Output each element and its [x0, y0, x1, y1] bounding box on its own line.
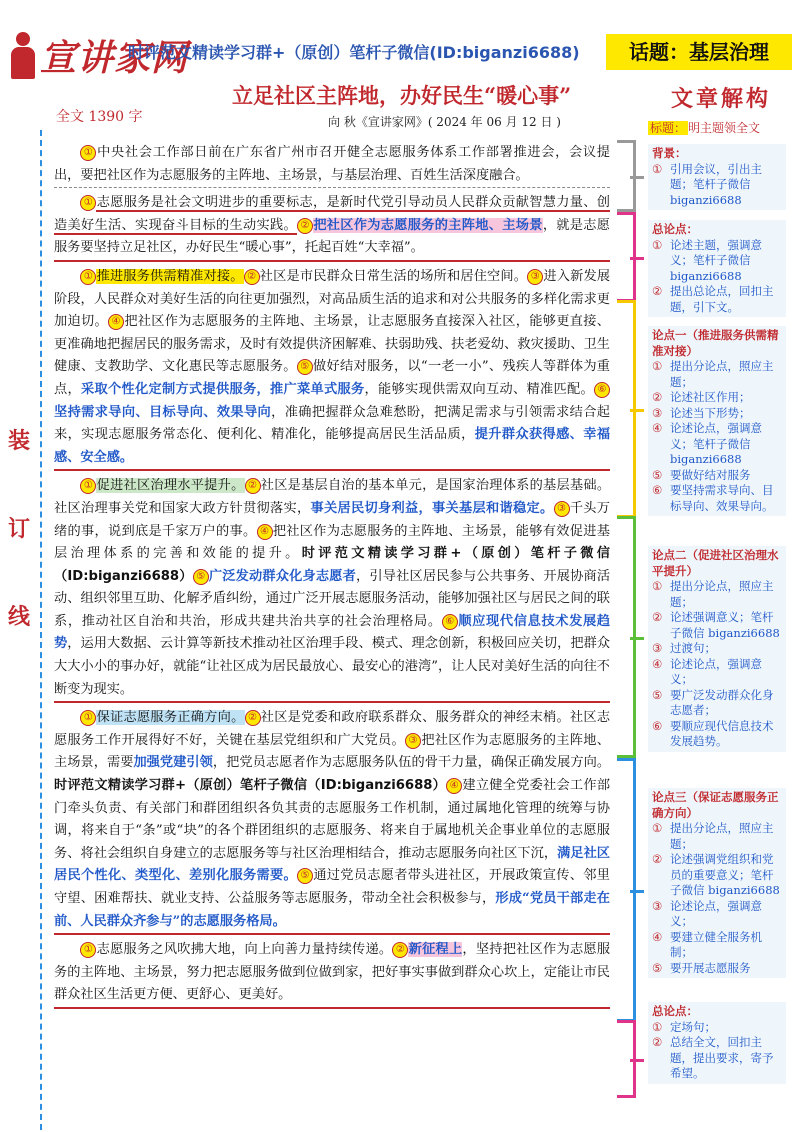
binding-char: 订: [8, 516, 31, 542]
key-phrase: 采取个性化定制方式提供服务，推广菜单式服务: [81, 381, 365, 397]
binding-char: 线: [8, 604, 31, 630]
outline-conclusion: 总论点： ① 定场句； ② 总结全文，回扣主题，提出要求，寄予希望。: [648, 1002, 786, 1084]
logo-text: 宣讲家网: [40, 37, 189, 79]
marker: ③: [554, 501, 570, 517]
text: ，引导社区居民参与公共事务、开展协商活动、组织邻里互助、化解矛盾纠纷，通过广泛开展志愿服务活动，能够加强社区与居民之间的联系，推动社区自治和共治，形成共建共治共享的社会治理格局。: [54, 568, 611, 629]
text: 千头万绪的事，说到底是千家万户的事。: [54, 500, 610, 539]
bracket-background: [617, 140, 636, 212]
text: 社区是基层自治的基本单元，是国家治理体系的基层基础。社区治理事关党和国家大政方针贯彻落实，: [54, 478, 611, 516]
paragraph-point-three: [54, 707, 610, 935]
text: ，就是志愿服务要坚持立足社区，办好民生“暖心事”，托起百姓“大幸福”。: [54, 217, 610, 256]
text: 做好结对服务，以“一老一小”、残疾人等群体为重点，: [54, 359, 610, 397]
binding-label: [8, 430, 32, 694]
marker: ⑥: [594, 382, 610, 398]
text: 社区是市民群众日常生活的场所和居住空间。: [259, 268, 528, 284]
marker: ②: [245, 710, 261, 726]
bracket-point-two: [617, 516, 636, 758]
bracket-thesis: [617, 212, 636, 302]
key-phrase: 顺应现代信息技术发展趋势: [54, 613, 611, 652]
key-phrase: 提升群众获得感、幸福感、安全感。: [54, 427, 611, 465]
text: ，坚持把社区作为志愿服务的主阵地、主场景，努力把志愿服务做到位做到家，把好事实事做到群众心坎上，定能让市民群众社区生活更方便、更舒心、更美好。: [54, 942, 611, 1003]
key-phrase: 广泛发动群众化身志愿者: [208, 568, 357, 584]
marker: ①: [80, 942, 96, 958]
marker: ②: [297, 218, 313, 234]
key-phrase: 新征程上: [408, 942, 463, 958]
binding-char: 装: [8, 428, 31, 454]
paragraph-conclusion: [54, 939, 610, 1009]
marker: ⑤: [297, 359, 313, 375]
word-count: 全文 1390 字: [56, 109, 143, 125]
bracket-point-one: [617, 300, 636, 518]
bracket-conclusion: [617, 1020, 636, 1098]
text: ，运用大数据、云计算等新技术推动社区治理手段、模式、理念创新，积极回应关切，把群众大大小小的事办好，就能“让社区成为居民最放心、最安心的港湾”，让人民对美好生活的向往不断变为现实。: [54, 636, 611, 697]
key-phrase: 加强党建引领: [133, 755, 213, 771]
marker: ⑤: [297, 868, 313, 884]
text: 通过党员志愿者带头进社区，开展政策宣传、邻里守望、困难帮扶、就业支持、公益服务等志愿服务，带动全社会积极参与，: [54, 868, 610, 906]
sidebar-title: 文章解构: [670, 86, 771, 112]
topic-badge: 话题：基层治理: [606, 34, 792, 70]
text: 把社区作为志愿服务的主阵地、主场景，能够有效促进基层治理体系的完善和效能的提升。: [54, 523, 610, 562]
marker: ②: [245, 478, 261, 494]
key-phrase: 满足社区居民个性化、类型化、差别化服务需要。: [54, 845, 610, 884]
article-body: [54, 136, 610, 1009]
paragraph-point-two: [54, 475, 610, 703]
header-group-info: 时评范文精读学习群+（原创）笔杆子微信(ID:biganzi6688): [128, 43, 580, 62]
outline-point-three: 论点三（保证志愿服务正确方向） ① 提出分论点，照应主题； ② 论述强调党组织和党员的重要意义；笔杆子微信 biganzi6688 ③ 论述论点，强调意义； ④ 要建立健全服务机制； ⑤ 要开展志愿服务: [648, 788, 786, 978]
watermark-text: 时评范文精读学习群+（原创）笔杆子微信（ID:biganzi6688）: [54, 778, 447, 794]
outline-point-one: 论点一（推进服务供需精准对接） ① 提出分论点，照应主题； ② 论述社区作用； ③ 论述当下形势； ④ 论述论点，强调意义；笔杆子微信 biganzi6688 ⑤ 要做好结对服务 ⑥ 要坚持需求导向、目标导向、效果导向。: [648, 326, 786, 516]
text: ，准确把握群众急难愁盼，把满足需求与引领需求结合起来，实现志愿服务常态化、便利化、精准化，能够提高居民生活品质，: [54, 404, 610, 443]
text: 社区是党委和政府联系群众、服务群众的神经末梢。社区志愿服务工作开展得好不好，关键在基层党组织和广大党员。: [54, 710, 611, 748]
thesis-highlight: 把社区作为志愿服务的主阵地、主场景: [313, 217, 543, 233]
point-heading: 保证志愿服务正确方向。: [96, 710, 245, 726]
marker: ④: [446, 778, 462, 794]
text: ，把党员志愿者作为志愿服务队伍的骨干力量，确保正确发展方向。: [212, 755, 611, 771]
marker: ②: [244, 269, 260, 285]
bracket-point-three: [617, 758, 636, 1022]
marker: ③: [527, 269, 543, 285]
speaker-icon: [8, 32, 38, 80]
watermark-text: 时评范文精读学习群+（原创）笔杆子微信（ID:biganzi6688）: [54, 546, 610, 584]
article-title: 立足社区主阵地，办好民生“暖心事”: [232, 83, 572, 108]
outline-thesis: 总论点： ① 论述主题，强调意义；笔杆子微信 biganzi6688 ② 提出总论点，回扣主题，引下文。: [648, 220, 786, 317]
key-phrase: 坚持需求导向、目标导向、效果导向: [54, 404, 272, 420]
marker: ⑤: [193, 569, 209, 585]
structure-sidebar: [648, 80, 794, 1092]
text: 建立健全党委社会工作部门牵头负责、有关部门和群团组织各负其责的志愿服务工作机制，通过属地化管理的统筹与协调，将来自于“条”或“块”的各个群团组织的志愿服务、将来自于属地机关企事业单位的志愿服务、将社会组织自身建立的志愿服务等与社区治理相结合，推动志愿服务向社区下沉，: [54, 778, 611, 861]
marker: ④: [257, 524, 273, 540]
marker: ①: [80, 269, 96, 285]
text: 把社区作为志愿服务的主阵地、主场景，需要: [54, 732, 610, 771]
outline-point-two: 论点二（促进社区治理水平提升） ① 提出分论点，照应主题； ② 论述强调意义；笔杆子微信 biganzi6688 ③ 过渡句； ④ 论述论点，强调意义； ⑤ 要广泛发动群众化身志愿者； ⑥ 要顺应现代信息技术发展趋势。: [648, 546, 786, 752]
article-byline: 向 秋《宣讲家网》( 2024 年 06 月 12 日 ): [328, 115, 561, 129]
text: 志愿服务之风吹拂大地，向上向善力量持续传递。: [96, 942, 393, 958]
key-phrase: 事关居民切身利益，事关基层和谐稳定。: [310, 500, 554, 516]
marker: ③: [405, 733, 421, 749]
binding-line: [40, 130, 42, 1130]
marker: ①: [80, 145, 96, 161]
text: 把社区作为志愿服务的主阵地、主场景，让志愿服务直接深入社区，能够更直接、更准确地把握居民的服务需求，及时有效提供济困解难、扶弱助残、扶老爱幼、救灾援助、卫生健康、支教助学、文化惠民等志愿服务。: [54, 314, 610, 375]
text: ，能够实现供需双向互动、精准匹配。: [364, 381, 594, 397]
text: 进入新发展阶段，人民群众对美好生活的向往更加强烈，对高品质生活的追求和对公共服务的多样化需求更加迫切。: [54, 268, 611, 330]
marker: ①: [80, 195, 96, 211]
text: 中央社会工作部日前在广东省广州市召开健全志愿服务体系工作部署推进会，会议提出，要把社区作为志愿服务的主阵地、主场景，与基层治理、百姓生活深度融合。: [54, 145, 610, 183]
marker: ⑥: [442, 614, 458, 630]
text: 志愿服务是社会文明进步的重要标志，是新时代党引导动员人民群众贡献智慧力量、创造美好生活、实现奋斗目标的生动实践。: [54, 195, 610, 233]
key-phrase: 形成“党员干部走在前、人民群众齐参与”的志愿服务格局。: [54, 891, 610, 929]
paragraph-point-one: [54, 266, 610, 471]
marker: ①: [80, 710, 96, 726]
paragraph-background: [54, 142, 610, 188]
marker: ②: [392, 942, 408, 958]
paragraph-thesis: [54, 192, 610, 262]
marker: ①: [80, 478, 96, 494]
sidebar-title-note: 标题： 明主题领全文: [650, 121, 761, 135]
point-heading: 推进服务供需精准对接。: [96, 268, 244, 284]
marker: ④: [108, 314, 124, 330]
outline-background: 背景： ① 引用会议，引出主题；笔杆子微信 biganzi6688: [648, 144, 786, 210]
point-heading: 促进社区治理水平提升。: [96, 478, 245, 494]
